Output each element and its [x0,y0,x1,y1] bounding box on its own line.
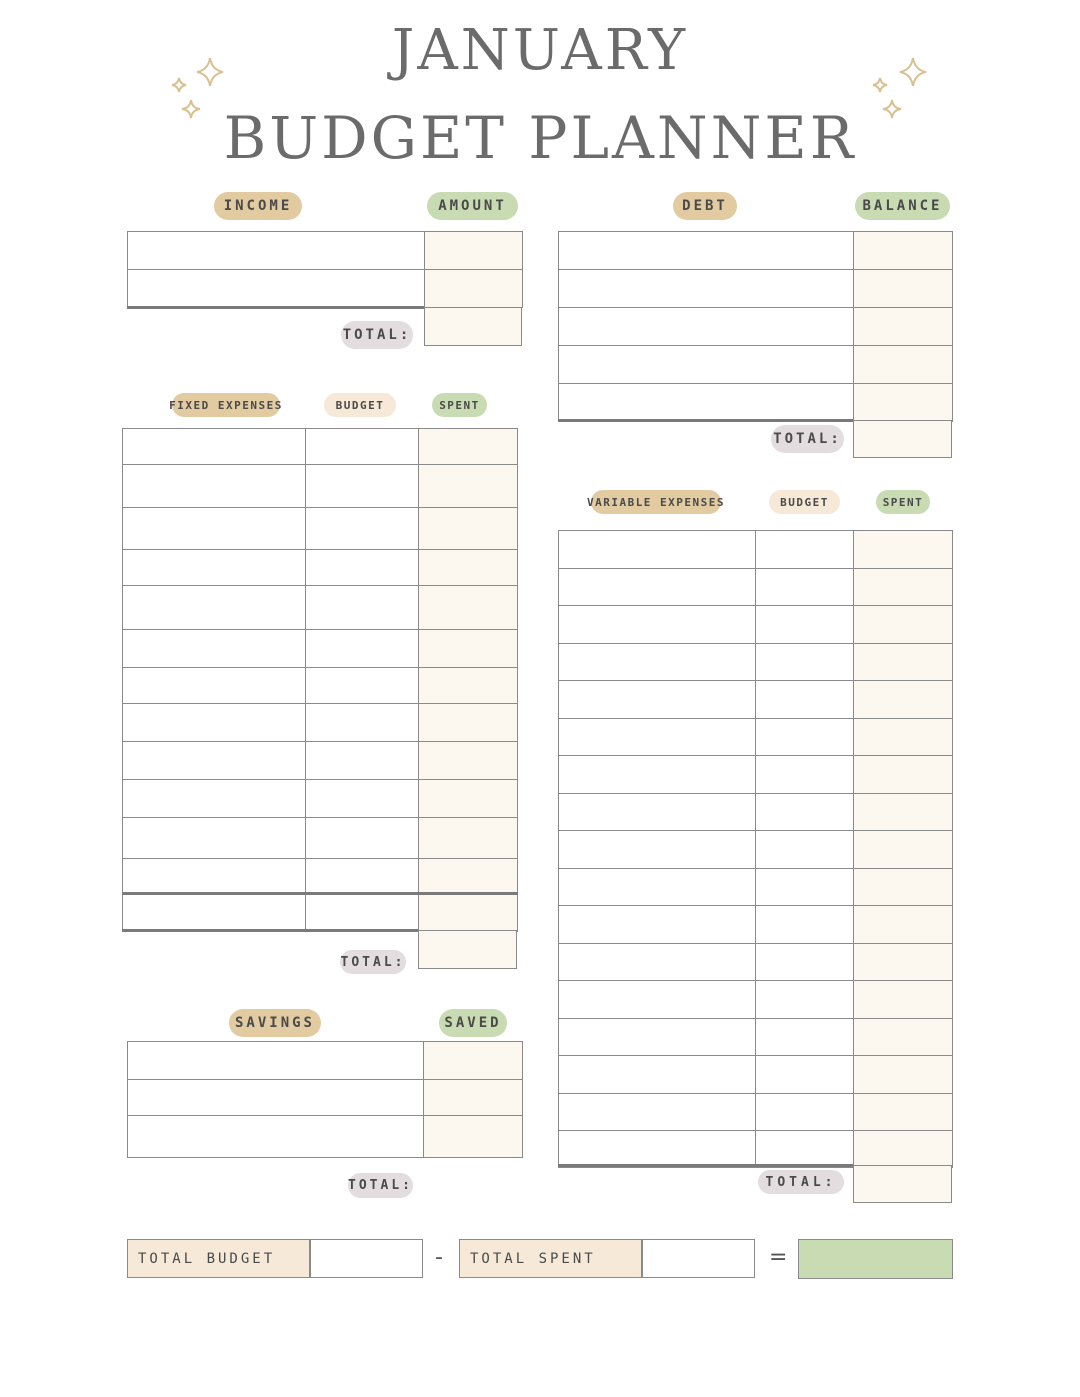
income-amount-cell[interactable] [425,232,523,270]
income-total-label: TOTAL: [341,321,413,349]
fixed-divider [122,929,418,932]
income-divider [127,306,424,309]
variable-spent-cell[interactable] [854,794,953,831]
fixed-expense-cell[interactable] [123,465,306,508]
variable-budget-header: BUDGET [769,490,840,514]
total-spent-label: TOTAL SPENT [459,1239,643,1278]
variable-expense-cell[interactable] [559,869,756,906]
variable-budget-cell[interactable] [756,1131,854,1168]
fixed-spent-cell[interactable] [419,550,518,586]
fixed-budget-cell[interactable] [306,894,419,932]
variable-budget-cell[interactable] [756,981,854,1019]
page-title: BUDGET PLANNER [223,104,857,172]
variable-spent-cell[interactable] [854,1056,953,1094]
variable-spent-cell[interactable] [854,1019,953,1056]
variable-total-label: TOTAL: [758,1170,844,1194]
variable-expense-cell[interactable] [559,906,756,944]
fixed-expenses-header: FIXED EXPENSES [172,393,280,417]
variable-budget-cell[interactable] [756,606,854,644]
fixed-budget-cell[interactable] [306,668,419,704]
variable-spent-cell[interactable] [854,869,953,906]
amount-header: AMOUNT [427,192,518,220]
savings-saved-cell[interactable] [424,1080,523,1116]
fixed-spent-cell[interactable] [419,508,518,550]
variable-budget-cell[interactable] [756,1019,854,1056]
variable-spent-cell[interactable] [854,569,953,606]
remaining-result-cell[interactable] [798,1239,953,1279]
variable-expense-cell[interactable] [559,794,756,831]
variable-expense-cell[interactable] [559,681,756,719]
fixed-budget-header: BUDGET [324,393,396,417]
debt-balance-cell[interactable] [854,308,953,346]
fixed-budget-cell[interactable] [306,508,419,550]
variable-budget-cell[interactable] [756,569,854,606]
variable-budget-cell[interactable] [756,944,854,981]
fixed-spent-cell[interactable] [419,586,518,630]
fixed-budget-cell[interactable] [306,550,419,586]
variable-budget-cell[interactable] [756,531,854,569]
variable-spent-cell[interactable] [854,944,953,981]
page-title-month: JANUARY [391,18,689,83]
variable-spent-cell[interactable] [854,831,953,869]
fixed-expense-cell[interactable] [123,429,306,465]
fixed-expense-cell[interactable] [123,630,306,668]
savings-total-label: TOTAL: [348,1173,413,1198]
fixed-spent-cell[interactable] [419,704,518,742]
debt-item-cell[interactable] [559,232,854,270]
fixed-expense-cell[interactable] [123,550,306,586]
variable-spent-cell[interactable] [854,606,953,644]
variable-expense-cell[interactable] [559,1131,756,1168]
debt-balance-cell[interactable] [854,384,953,422]
debt-total-label: TOTAL: [771,425,844,453]
fixed-spent-cell[interactable] [419,630,518,668]
minus-sign: - [435,1245,443,1270]
variable-spent-cell[interactable] [854,719,953,756]
debt-item-cell[interactable] [559,270,854,308]
debt-item-cell[interactable] [559,346,854,384]
variable-total-cell[interactable] [853,1165,952,1203]
fixed-budget-cell[interactable] [306,859,419,894]
total-spent-value[interactable] [641,1239,755,1278]
variable-expense-cell[interactable] [559,644,756,681]
income-table [127,231,523,308]
savings-header: SAVINGS [229,1009,321,1037]
debt-header: DEBT [673,192,737,220]
debt-balance-cell[interactable] [854,346,953,384]
variable-spent-cell[interactable] [854,1131,953,1168]
variable-spent-cell[interactable] [854,681,953,719]
variable-divider [558,1164,853,1167]
variable-expense-cell[interactable] [559,1019,756,1056]
fixed-expenses-table [122,428,518,932]
fixed-spent-cell[interactable] [419,429,518,465]
fixed-total-label: TOTAL: [340,950,406,974]
fixed-spent-cell[interactable] [419,894,518,932]
variable-budget-cell[interactable] [756,644,854,681]
debt-item-cell[interactable] [559,384,854,422]
savings-goal-cell[interactable] [128,1116,424,1158]
variable-expense-cell[interactable] [559,944,756,981]
fixed-spent-header: SPENT [432,393,487,417]
variable-budget-cell[interactable] [756,1056,854,1094]
variable-budget-cell[interactable] [756,794,854,831]
fixed-budget-cell[interactable] [306,780,419,818]
savings-table [127,1041,523,1158]
sparkle-icon-left [165,50,235,130]
debt-divider [558,419,853,422]
variable-budget-cell[interactable] [756,906,854,944]
fixed-spent-cell[interactable] [419,742,518,780]
variable-spent-cell[interactable] [854,531,953,569]
variable-expense-cell[interactable] [559,569,756,606]
variable-budget-cell[interactable] [756,756,854,794]
savings-saved-cell[interactable] [424,1042,523,1080]
debt-item-cell[interactable] [559,308,854,346]
income-amount-cell[interactable] [425,270,523,308]
fixed-budget-cell[interactable] [306,586,419,630]
total-budget-value[interactable] [309,1239,423,1278]
fixed-spent-cell[interactable] [419,859,518,894]
variable-expense-cell[interactable] [559,981,756,1019]
fixed-expense-cell[interactable] [123,780,306,818]
variable-spent-cell[interactable] [854,981,953,1019]
fixed-spent-cell[interactable] [419,668,518,704]
fixed-budget-cell[interactable] [306,818,419,859]
fixed-expense-cell[interactable] [123,668,306,704]
variable-expense-cell[interactable] [559,1056,756,1094]
variable-expenses-header: VARIABLE EXPENSES [591,490,721,514]
variable-spent-cell[interactable] [854,756,953,794]
savings-saved-cell[interactable] [424,1116,523,1158]
variable-expense-cell[interactable] [559,719,756,756]
variable-expense-cell[interactable] [559,1094,756,1131]
fixed-budget-cell[interactable] [306,429,419,465]
fixed-expense-cell[interactable] [123,586,306,630]
debt-balance-cell[interactable] [854,270,953,308]
savings-goal-cell[interactable] [128,1080,424,1116]
fixed-budget-cell[interactable] [306,630,419,668]
fixed-budget-cell[interactable] [306,742,419,780]
income-source-cell[interactable] [128,232,425,270]
variable-spent-cell[interactable] [854,906,953,944]
sparkle-icon-right [868,50,938,130]
variable-expense-cell[interactable] [559,531,756,569]
debt-table [558,231,953,422]
equals-sign: = [769,1245,788,1270]
balance-header: BALANCE [855,192,950,220]
debt-balance-cell[interactable] [854,232,953,270]
variable-expense-cell[interactable] [559,831,756,869]
income-total-cell[interactable] [424,307,522,346]
fixed-expense-cell[interactable] [123,818,306,859]
variable-expense-cell[interactable] [559,606,756,644]
fixed-expense-cell[interactable] [123,894,306,932]
fixed-expense-cell[interactable] [123,704,306,742]
variable-budget-cell[interactable] [756,719,854,756]
total-budget-label: TOTAL BUDGET [127,1239,311,1278]
savings-goal-cell[interactable] [128,1042,424,1080]
fixed-spent-cell[interactable] [419,465,518,508]
income-source-cell[interactable] [128,270,425,308]
fixed-expense-cell[interactable] [123,508,306,550]
fixed-budget-cell[interactable] [306,465,419,508]
fixed-budget-cell[interactable] [306,704,419,742]
variable-budget-cell[interactable] [756,1094,854,1131]
variable-spent-header: SPENT [876,490,930,514]
fixed-expense-cell[interactable] [123,742,306,780]
variable-budget-cell[interactable] [756,681,854,719]
variable-spent-cell[interactable] [854,644,953,681]
fixed-expense-cell[interactable] [123,859,306,894]
variable-budget-cell[interactable] [756,869,854,906]
variable-budget-cell[interactable] [756,831,854,869]
fixed-spent-cell[interactable] [419,818,518,859]
variable-spent-cell[interactable] [854,1094,953,1131]
debt-total-cell[interactable] [853,420,952,458]
variable-expenses-table [558,530,953,1168]
variable-expense-cell[interactable] [559,756,756,794]
income-header: INCOME [214,192,302,220]
fixed-spent-cell[interactable] [419,780,518,818]
fixed-total-cell[interactable] [418,930,517,969]
saved-header: SAVED [439,1009,507,1037]
